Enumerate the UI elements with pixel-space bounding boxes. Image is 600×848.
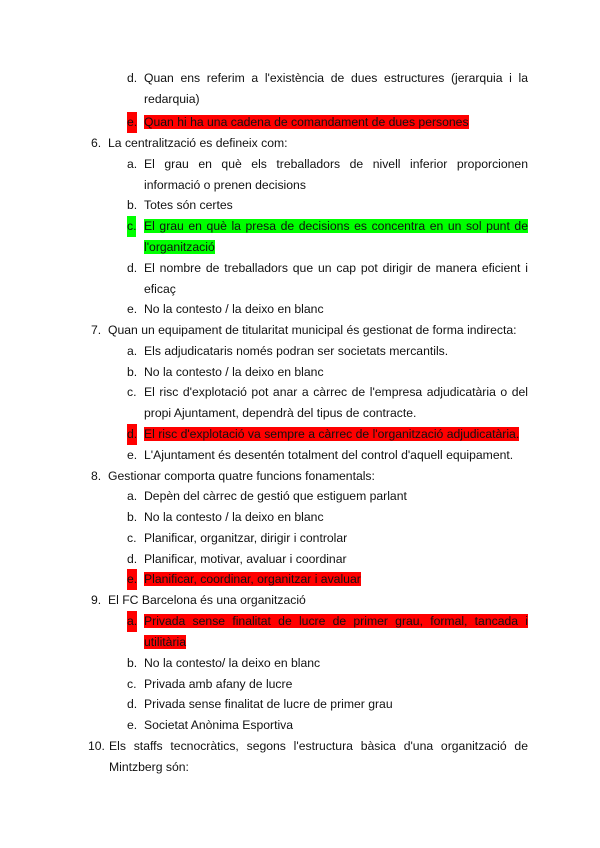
option-letter: b.	[127, 656, 138, 670]
option-text: Els adjudicataris només podran ser societats mercantils.	[144, 344, 449, 358]
option-text	[127, 112, 528, 133]
option-6b	[127, 195, 528, 216]
question-text: El FC Barcelona és una organització	[108, 593, 306, 607]
option-7a	[127, 341, 528, 362]
option-text: No la contesto / la deixo en blanc	[144, 510, 324, 524]
highlighted-answer: Privada sense finalitat de lucre de primer grau, formal, tancada i utilitària	[144, 614, 528, 649]
option-5d	[127, 68, 528, 110]
option-text: El grau en què els treballadors de nivell inferior proporcionen informació o prenen decisions	[144, 157, 528, 192]
option-text: No la contesto / la deixo en blanc	[144, 365, 324, 379]
option-8d	[127, 549, 528, 570]
option-9a	[127, 611, 528, 653]
option-letter: d.	[127, 261, 138, 275]
question-number: 10.	[88, 739, 105, 753]
option-letter: e.	[127, 448, 138, 462]
option-6e	[127, 299, 528, 320]
question-text: La centralització es defineix com:	[108, 136, 288, 150]
highlighted-answer: El risc d'explotació va sempre a càrrec de l'organització adjudicatària.	[144, 427, 520, 441]
question-number: 8.	[91, 469, 102, 483]
option-letter: c.	[127, 385, 137, 399]
option-8e	[127, 569, 528, 590]
option-text: Depèn del càrrec de gestió que estiguem parlant	[144, 489, 407, 503]
option-text: El nombre de treballadors que un cap pot dirigir de manera eficient i eficaç	[144, 261, 528, 296]
option-text: No la contesto / la deixo en blanc	[144, 302, 324, 316]
question-9	[91, 590, 531, 611]
question-7	[91, 320, 531, 341]
option-letter: c.	[127, 216, 136, 237]
option-8a	[127, 486, 528, 507]
question-number: 9.	[91, 593, 102, 607]
option-letter: e.	[127, 569, 137, 590]
highlighted-answer: El grau en què la presa de decisions es concentra en un sol punt de l'organització	[144, 219, 528, 254]
option-6c	[127, 216, 528, 258]
question-text: Quan un equipament de titularitat municipal és gestionat de forma indirecta:	[108, 323, 517, 337]
highlighted-answer: Planificar, coordinar, organitzar i avaluar	[144, 572, 361, 586]
option-9b	[127, 653, 528, 674]
question-6	[91, 133, 531, 154]
question-10	[88, 736, 528, 778]
option-text: Planificar, motivar, avaluar i coordinar	[144, 552, 347, 566]
option-letter: e.	[127, 112, 137, 133]
option-letter: a.	[127, 611, 137, 632]
option-letter: d.	[127, 71, 138, 85]
option-letter: d.	[127, 697, 138, 711]
option-7c	[127, 382, 528, 424]
option-text: No la contesto/ la deixo en blanc	[144, 656, 321, 670]
option-9d	[127, 694, 528, 715]
option-7b	[127, 362, 528, 383]
option-text	[127, 424, 528, 445]
option-text: Societat Anònima Esportiva	[144, 718, 294, 732]
option-letter: e.	[127, 718, 138, 732]
question-number: 7.	[91, 323, 102, 337]
option-letter: b.	[127, 365, 138, 379]
question-text: Gestionar comporta quatre funcions fonamentals:	[108, 469, 375, 483]
option-6d	[127, 258, 528, 300]
option-text	[127, 569, 528, 590]
option-letter: b.	[127, 510, 138, 524]
option-text	[127, 611, 528, 653]
option-text: Planificar, organitzar, dirigir i controlar	[144, 531, 348, 545]
option-8b	[127, 507, 528, 528]
option-letter: b.	[127, 198, 138, 212]
option-letter: d.	[127, 552, 138, 566]
option-text: El risc d'explotació pot anar a càrrec de l'empresa adjudicatària o del propi Ajuntament, dependrà del tipus de contracte.	[144, 385, 528, 420]
option-9c	[127, 674, 528, 695]
option-7d	[127, 424, 528, 445]
option-letter: d.	[127, 424, 137, 445]
option-6a	[127, 154, 528, 196]
option-8c	[127, 528, 528, 549]
option-text: L'Ajuntament és desentén totalment del control d'aquell equipament.	[144, 448, 514, 462]
option-9e	[127, 715, 528, 736]
option-5e	[127, 112, 528, 133]
highlighted-answer: Quan hi ha una cadena de comandament de dues persones	[144, 115, 469, 129]
option-letter: e.	[127, 302, 138, 316]
option-text: Totes són certes	[144, 198, 233, 212]
option-letter: a.	[127, 344, 138, 358]
question-text: Els staffs tecnocràtics, segons l'estructura bàsica d'una organització de Mintzberg són:	[109, 739, 528, 774]
option-text	[127, 216, 528, 258]
option-letter: c.	[127, 677, 137, 691]
option-letter: a.	[127, 489, 138, 503]
option-7e	[127, 445, 528, 466]
option-text: Privada amb afany de lucre	[144, 677, 293, 691]
question-number: 6.	[91, 136, 102, 150]
option-text: Privada sense finalitat de lucre de primer grau	[144, 697, 393, 711]
option-letter: c.	[127, 531, 137, 545]
option-letter: a.	[127, 157, 138, 171]
question-8	[91, 466, 531, 487]
option-text: Quan ens referim a l'existència de dues estructures (jerarquia i la redarquia)	[144, 71, 528, 106]
